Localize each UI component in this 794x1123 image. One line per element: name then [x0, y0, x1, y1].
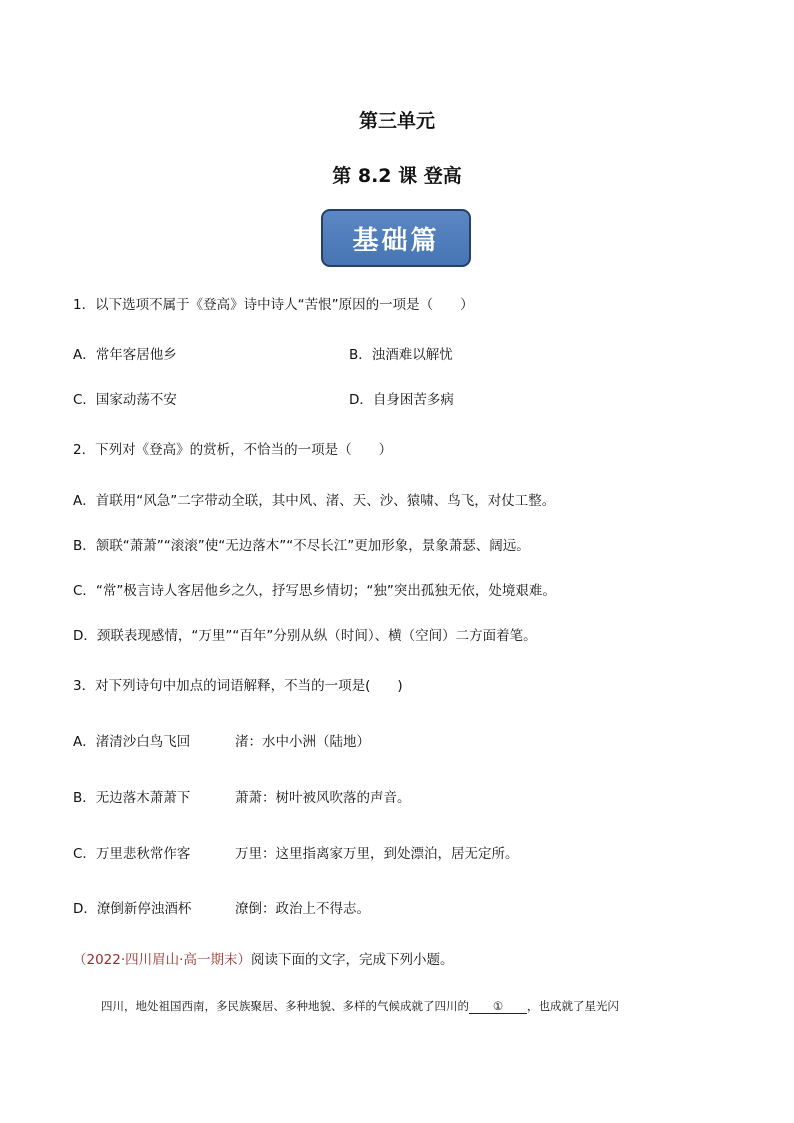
q3-option-a-line: A．渚清沙白鸟飞回: [73, 734, 191, 750]
q1-option-d: D．自身困苦多病: [349, 392, 454, 408]
q2-option-c: C．“常”极言诗人客居他乡之久，抒写思乡情切；“独”突出孤独无依，处境艰难。: [73, 583, 556, 599]
paragraph-start: 四川，地处祖国西南，多民族聚居、多种地貌、多样的气候成就了四川的: [101, 999, 469, 1013]
q3-option-b-note: 萧萧：树叶被风吹落的声音。: [235, 790, 411, 806]
q2-option-d: D．颈联表现感情，“万里”“百年”分别从纵（时间）、横（空间）二方面着笔。: [73, 628, 537, 644]
q3-option-d-note: 潦倒：政治上不得志。: [235, 901, 370, 917]
badge-label: 基础篇: [352, 225, 440, 256]
q1-option-c: C．国家动荡不安: [73, 392, 177, 408]
q3-option-c-note: 万里：这里指离家万里，到处漂泊，居无定所。: [235, 846, 519, 862]
fill-blank-1[interactable]: ①: [469, 999, 527, 1014]
q2-option-b: B．颔联“萧萧”“滚滚”使“无边落木”“不尽长江”更加形象，景象萧瑟、阔远。: [73, 538, 530, 554]
q3-option-b-line: B．无边落木萧萧下: [73, 790, 191, 806]
reading-instruction: [73, 951, 453, 969]
reading-paragraph: [101, 998, 619, 1014]
q1-option-b: B．浊酒难以解忧: [349, 347, 453, 363]
lesson-title: 第 8.2 课 登高: [332, 165, 462, 187]
q3-option-a-note: 渚：水中小洲（陆地）: [235, 734, 370, 750]
q3-stem: 3．对下列诗句中加点的词语解释，不当的一项是( ): [73, 678, 403, 694]
q3-option-c-line: C．万里悲秋常作客: [73, 846, 191, 862]
unit-title: 第三单元: [358, 110, 435, 132]
reading-intro: 阅读下面的文字，完成下列小题。: [250, 952, 454, 968]
q2-stem: 2．下列对《登高》的赏析，不恰当的一项是（ ）: [73, 442, 393, 458]
paragraph-end: ，也成就了星光闪: [527, 999, 619, 1013]
q1-option-a: A．常年客居他乡: [73, 347, 177, 363]
q3-option-d-line: D．潦倒新停浊酒杯: [73, 901, 192, 917]
q1-stem: 1．以下选项不属于《登高》诗中诗人“苦恨”原因的一项是（ ）: [73, 297, 474, 313]
reading-source: （2022·四川眉山·高一期末）: [73, 952, 251, 968]
basic-section-badge: [321, 209, 471, 267]
q2-option-a: A．首联用“风急”二字带动全联，其中风、渚、天、沙、猿啸、鸟飞，对仗工整。: [73, 493, 556, 509]
